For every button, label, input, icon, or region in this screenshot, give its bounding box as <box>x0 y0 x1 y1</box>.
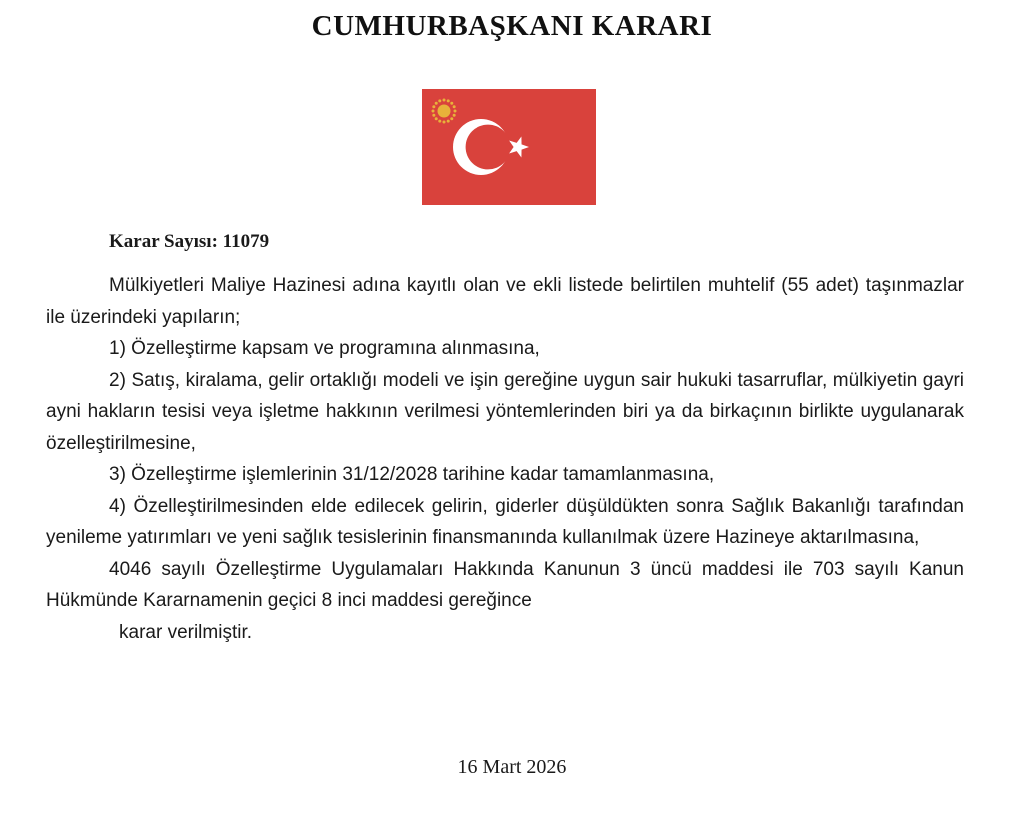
paragraph-item-3: 3) Özelleştirme işlemlerinin 31/12/2028 tarihine kadar tamamlanmasına, <box>109 464 715 485</box>
decision-number: Karar Sayısı: 11079 <box>109 231 270 252</box>
paragraph-item-1: 1) Özelleştirme kapsam ve programına alınmasına, <box>109 338 540 359</box>
closing-line: karar verilmiştir. <box>119 621 253 643</box>
emblem-star <box>447 99 450 102</box>
decision-date: 16 Mart 2026 <box>457 756 567 778</box>
paragraph-intro: Mülkiyetleri Maliye Hazinesi adına kayıtlı olan ve ekli listede belirtilen muhtelif (55 adet) taşınmazlar ile üzerindeki yapıların; <box>46 275 964 328</box>
emblem-star <box>432 114 435 117</box>
emblem-star <box>450 117 453 120</box>
emblem-star <box>438 120 441 123</box>
emblem-star <box>443 121 446 124</box>
emblem-star <box>432 105 435 108</box>
emblem-star <box>438 99 441 102</box>
paragraph-item-4: 4) Özelleştirilmesinden elde edilecek gelirin, giderler düşüldükten sonra Sağlık Bakanlığı tarafından yenileme yatırımları ve yeni sağlık tesislerinin finansmanında kullanılmak üzere Hazineye aktarılmasına, <box>46 495 964 548</box>
emblem-star <box>454 110 457 113</box>
emblem-star <box>453 114 456 117</box>
emblem-star <box>432 110 435 113</box>
emblem-star <box>447 120 450 123</box>
emblem-star <box>435 102 438 105</box>
emblem-star <box>450 102 453 105</box>
page-title: CUMHURBAŞKANI KARARI <box>311 10 713 42</box>
emblem-star <box>443 99 446 102</box>
emblem-star <box>453 105 456 108</box>
turkish-flag-icon <box>422 89 596 205</box>
crescent-inner <box>466 125 511 170</box>
emblem-star <box>435 117 438 120</box>
paragraph-legal-basis: 4046 sayılı Özelleştirme Uygulamaları Hakkında Kanunun 3 üncü maddesi ile 703 sayılı Kanun Hükmünde Kararnamenin geçici 8 inci maddesi gereğince <box>46 558 964 611</box>
paragraph-item-2: 2) Satış, kiralama, gelir ortaklığı modeli ve işin gereğine uygun sair hukuki tasarruflar, mülkiyetin gayri ayni hakların tesisi veya işletme hakkının verilmesi yöntemlerinden biri ya da birkaçının birlikte uygulanarak özelleştirilmesine, <box>46 369 964 454</box>
emblem-sun <box>438 105 451 118</box>
decision-body <box>46 270 964 648</box>
